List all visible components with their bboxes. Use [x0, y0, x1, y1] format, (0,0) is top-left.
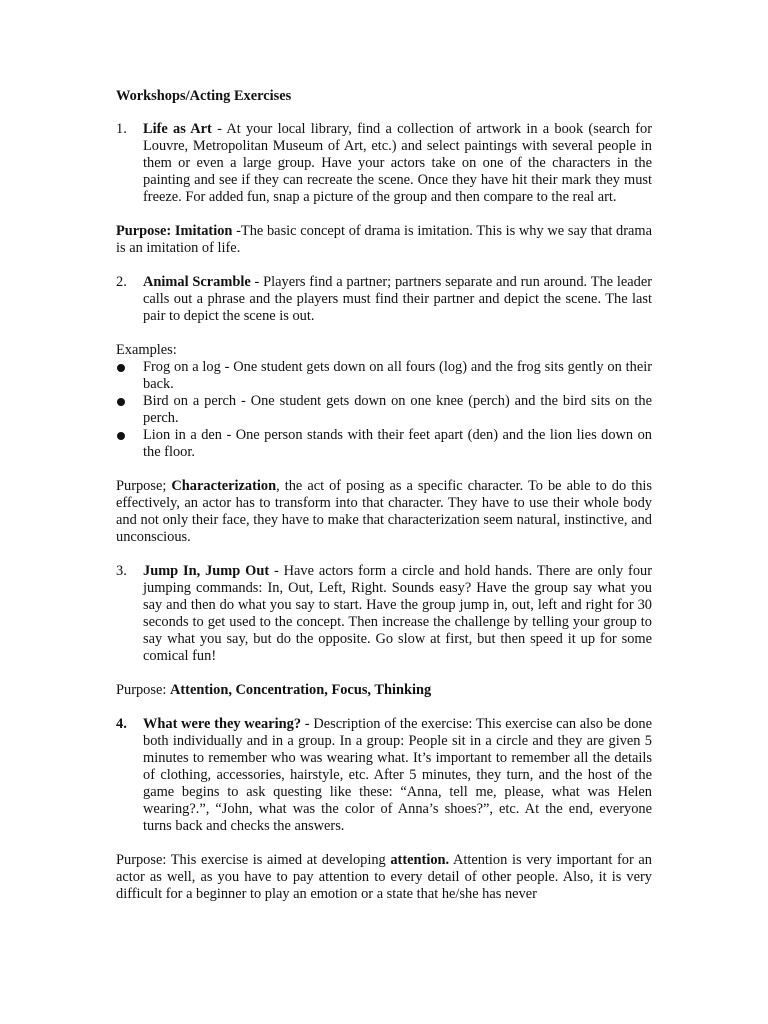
exercise-4-text: - Description of the exercise: This exercise can also be done both individually and in a group. In a group: People sit in a circle and they are given 5 minutes to remember who was wearing what. It’s important to remember all the details of clothing, accessories, hairstyle, etc. After 5 minutes, they turn, and the host of the game begins to ask questing like these: “Anna, tell me, please, what was Helen wearing?.”, “John, what was the color of Anna’s shoes?”, etc. At the end, everyone turns back and checks the answers.: [143, 716, 653, 834]
exercise-4-name: What were they wearing?: [143, 716, 302, 732]
purpose-characterization-prefix: Purpose;: [116, 478, 172, 494]
exercise-2-number: 2.: [116, 274, 127, 290]
purpose-characterization: [116, 478, 652, 546]
purpose-attention: [116, 682, 652, 699]
exercise-2-text: - Players find a partner; partners separate and run around. The leader calls out a phrase and the players must find their partner and depict the scene. The last pair to depict the scene is out.: [143, 274, 653, 324]
exercise-1-name: Life as Art: [143, 121, 212, 137]
purpose-attention-detail-prefix: Purpose: This exercise is aimed at developing: [116, 852, 391, 868]
purpose-imitation-label: Purpose: Imitation: [116, 223, 233, 239]
purpose-attention-prefix: Purpose:: [116, 682, 170, 698]
purpose-attention-detail: [116, 852, 652, 903]
purpose-characterization-bold: Characterization: [171, 478, 277, 494]
document-title: Workshops/Acting Exercises: [116, 88, 292, 104]
exercise-1-text: - At your local library, find a collection of artwork in a book (search for Louvre, Metropolitan Museum of Art, etc.) and select paintings with several people in them or even a large group. Have your actors take on one of the characters in the painting and see if they can recreate the scene. Once they have hit their mark they must freeze. For added fun, snap a picture of the group and then compare to the real art.: [143, 121, 653, 205]
exercise-3-text: - Have actors form a circle and hold hands. There are only four jumping commands: In, Out, Left, Right. Sounds easy? Have the group say what you say and then do what you say to start. Have the group jump in, out, left and right for 30 seconds to get used to the concept. Then increase the challenge by telling your group to say what you say, but do the opposite. Go slow at first, but then speed it up for some comical fun!: [143, 563, 653, 664]
example-item: [116, 359, 652, 393]
exercise-3-name: Jump In, Jump Out: [143, 563, 270, 579]
example-text: Bird on a perch - One student gets down on one knee (perch) and the bird sits on the perch.: [143, 393, 652, 426]
purpose-imitation-text: -The basic concept of drama is imitation. This is why we say that drama is an imitation of life.: [116, 223, 652, 256]
purpose-attention-bold: Attention, Concentration, Focus, Thinking: [169, 682, 432, 698]
examples-list: [116, 359, 652, 461]
example-item: [116, 427, 652, 461]
exercise-4-number: 4.: [116, 716, 127, 732]
example-item: [116, 393, 652, 427]
purpose-attention-detail-text: Attention is very important for an actor as well, as you have to pay attention to every detail of other people. Also, it is very difficult for a beginner to play an emotion or a state that he/she has never: [116, 852, 652, 902]
bullet-icon: [117, 398, 125, 406]
exercise-3: [116, 563, 652, 665]
exercise-1: [116, 121, 652, 206]
bullet-icon: [117, 364, 125, 372]
exercise-2: [116, 274, 652, 325]
example-text: Frog on a log - One student gets down on all fours (log) and the frog sits gently on their back.: [143, 359, 652, 392]
exercise-2-name: Animal Scramble: [143, 274, 251, 290]
examples-label: Examples:: [116, 342, 177, 358]
bullet-icon: [117, 432, 125, 440]
exercise-1-number: 1.: [116, 121, 127, 137]
purpose-characterization-text: , the act of posing as a specific character. To be able to do this effectively, an actor has to transform into that character. They have to use their whole body and not only their face, they have to make that characterization seem natural, instinctive, and unconscious.: [116, 478, 652, 545]
purpose-imitation: [116, 223, 652, 257]
exercise-3-number: 3.: [116, 563, 127, 579]
purpose-attention-detail-bold: attention.: [390, 852, 450, 868]
exercise-4: [116, 716, 652, 835]
example-text: Lion in a den - One person stands with their feet apart (den) and the lion lies down on the floor.: [143, 427, 652, 460]
